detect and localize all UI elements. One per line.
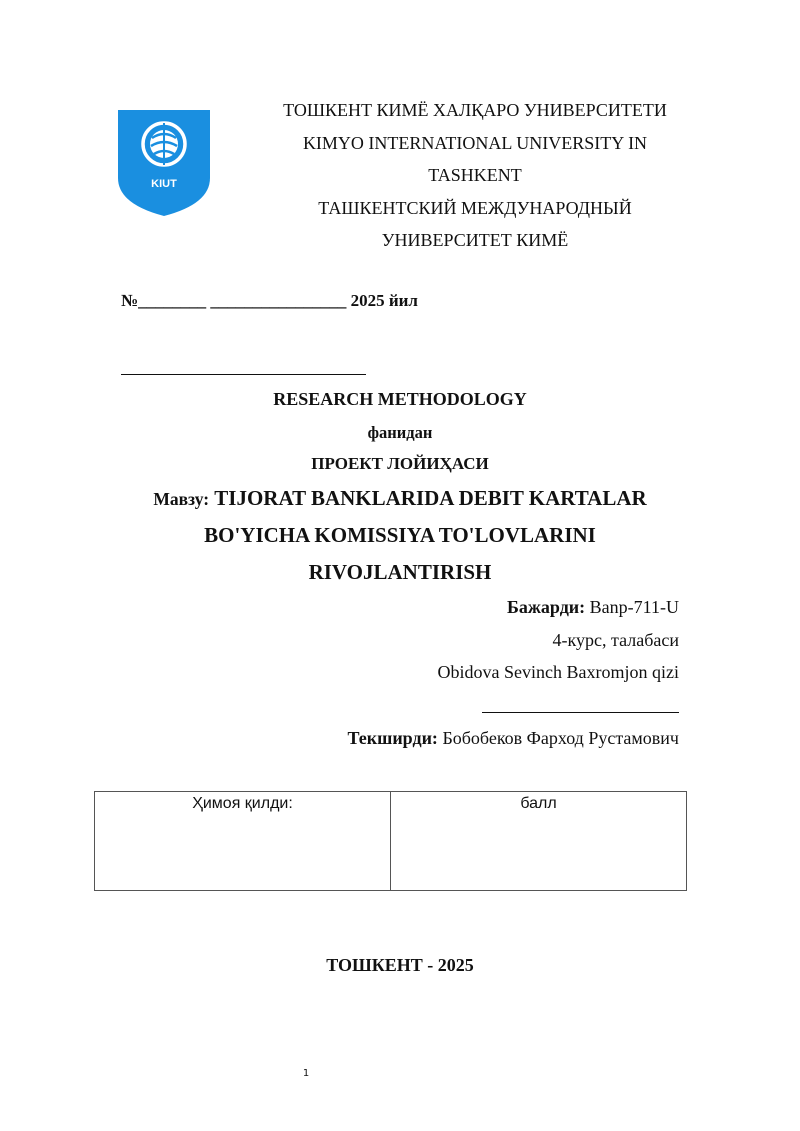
university-name-ru-2: УНИВЕРСИТЕТ КИМЁ [381,230,569,250]
page-number: 1 [302,1068,310,1079]
defense-cell: Ҳимоя қилди: [95,792,391,891]
performer-label: Бажарди: [506,597,586,617]
table-row [95,792,687,891]
document-number-line: №________ ________________ 2025 йил [121,291,418,310]
topic-line-1 [0,486,800,511]
topic-label: Мавзу: [153,489,210,509]
topic-line-2: BO'YICHA KOMISSIYA TO'LOVLARINI [204,523,596,547]
university-name-en-2: TASHKENT [428,165,522,185]
defense-table [94,791,687,891]
topic-line-3: RIVOJLANTIRISH [308,560,492,584]
university-name-uz: ТОШКЕНТ КИМЁ ХАЛҚАРО УНИВЕРСИТЕТИ [283,100,667,120]
performer-course: 4-курс, талабаси [552,630,679,650]
subject-title: RESEARCH METHODOLOGY [273,389,527,409]
reviewer-name: Бобобеков Фарход Рустамович [442,728,679,748]
city-year: ТОШКЕНТ - 2025 [326,955,474,975]
blank-signature-line [121,374,366,375]
topic-text-1: TIJORAT BANKLARIDA DEBIT KARTALAR [214,486,647,510]
university-name-en-1: KIMYO INTERNATIONAL UNIVERSITY IN [302,132,648,153]
reviewer-line [347,728,679,749]
performer-group: Banp-711-U [589,597,679,617]
university-name-block [255,94,695,257]
performer-name: Obidova Sevinch Baxromjon qizi [437,662,679,682]
performer-line [507,597,679,618]
score-cell: балл [391,792,687,891]
university-name-ru-1: ТАШКЕНТСКИЙ МЕЖДУНАРОДНЫЙ [318,197,632,218]
performer-signature-line [482,712,679,713]
kiut-shield-icon [116,108,212,218]
project-title: ПРОЕКТ ЛОЙИҲАСИ [311,454,489,473]
subject-suffix: фанидан [367,423,433,442]
university-logo [116,108,212,218]
logo-text: KIUT [151,178,177,190]
reviewer-label: Текширди: [347,728,438,748]
